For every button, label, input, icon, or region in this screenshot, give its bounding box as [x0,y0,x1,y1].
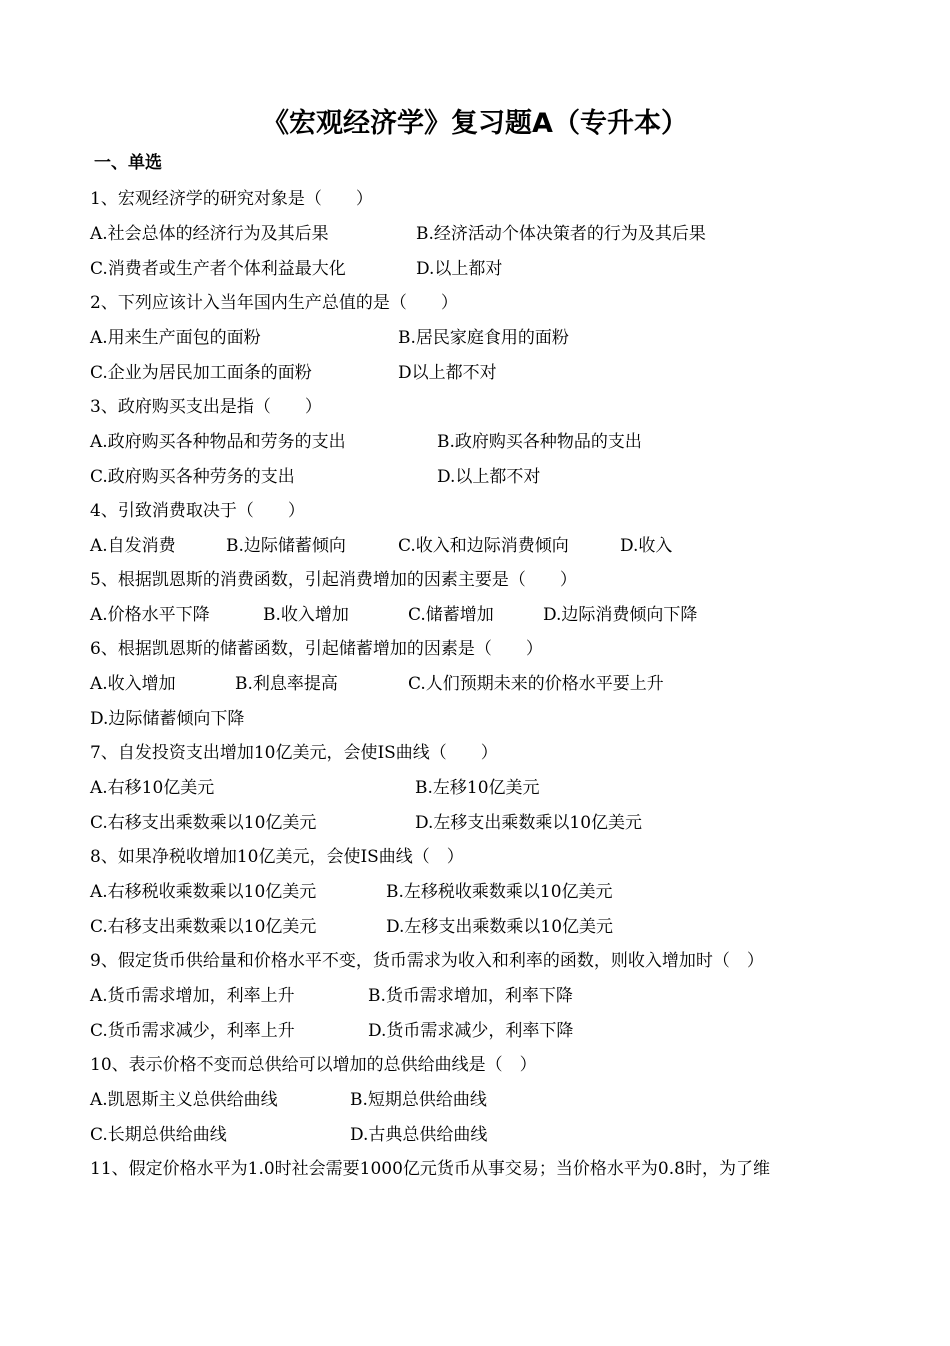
question-1-option-d: D.以上都对 [416,259,503,279]
question-8-stem: 8、如果净税收增加10亿美元，会使IS曲线（ ） [90,847,464,867]
question-3-option-b: B.政府购买各种物品的支出 [437,432,642,452]
question-3-option-d: D.以上都不对 [437,467,541,487]
question-5-option-d: D.边际消费倾向下降 [543,605,698,625]
question-4-option-a: A.自发消费 [90,536,176,556]
question-1-option-c: C.消费者或生产者个体利益最大化 [90,259,346,279]
question-1-option-a: A.社会总体的经济行为及其后果 [90,224,329,244]
question-10-option-d: D.古典总供给曲线 [350,1125,488,1145]
question-6-option-c: C.人们预期未来的价格水平要上升 [408,674,664,694]
section-heading: 一、单选 [94,153,162,173]
question-9-option-a: A.货币需求增加，利率上升 [90,986,295,1006]
question-9-stem: 9、假定货币供给量和价格水平不变，货币需求为收入和利率的函数，则收入增加时（ ） [90,951,764,971]
question-3-option-c: C.政府购买各种劳务的支出 [90,467,295,487]
question-2-option-d: D以上都不对 [398,363,497,383]
question-10-option-c: C.长期总供给曲线 [90,1125,227,1145]
question-1-option-b: B.经济活动个体决策者的行为及其后果 [416,224,706,244]
question-3-stem: 3、政府购买支出是指（ ） [90,397,322,417]
question-4-stem: 4、引致消费取决于（ ） [90,501,305,521]
question-4-option-b: B.边际储蓄倾向 [226,536,346,556]
question-7-stem: 7、自发投资支出增加10亿美元，会使IS曲线（ ） [90,743,498,763]
question-4-option-c: C.收入和边际消费倾向 [398,536,569,556]
question-2-stem: 2、下列应该计入当年国内生产总值的是（ ） [90,293,458,313]
question-9-option-c: C.货币需求减少，利率上升 [90,1021,295,1041]
question-5-stem: 5、根据凯恩斯的消费函数，引起消费增加的因素主要是（ ） [90,570,577,590]
question-10-option-a: A.凯恩斯主义总供给曲线 [90,1090,278,1110]
question-8-option-a: A.右移税收乘数乘以10亿美元 [90,882,317,902]
question-5-option-a: A.价格水平下降 [90,605,210,625]
question-7-option-d: D.左移支出乘数乘以10亿美元 [415,813,643,833]
document-title: 《宏观经济学》复习题A（专升本） [262,108,688,139]
question-5-option-b: B.收入增加 [263,605,349,625]
question-4-option-d: D.收入 [620,536,673,556]
question-8-option-d: D.左移支出乘数乘以10亿美元 [386,917,614,937]
question-7-option-b: B.左移10亿美元 [415,778,540,798]
question-3-option-a: A.政府购买各种物品和劳务的支出 [90,432,346,452]
question-9-option-d: D.货币需求减少，利率下降 [368,1021,574,1041]
question-2-option-b: B.居民家庭食用的面粉 [398,328,569,348]
question-8-option-b: B.左移税收乘数乘以10亿美元 [386,882,613,902]
question-6-option-d: D.边际储蓄倾向下降 [90,709,245,729]
question-7-option-c: C.右移支出乘数乘以10亿美元 [90,813,317,833]
question-5-option-c: C.储蓄增加 [408,605,494,625]
question-10-stem: 10、表示价格不变而总供给可以增加的总供给曲线是（ ） [90,1055,537,1075]
question-6-option-a: A.收入增加 [90,674,176,694]
question-7-option-a: A.右移10亿美元 [90,778,215,798]
question-9-option-b: B.货币需求增加，利率下降 [368,986,573,1006]
question-10-option-b: B.短期总供给曲线 [350,1090,487,1110]
question-1-stem: 1、宏观经济学的研究对象是（ ） [90,189,373,209]
question-2-option-c: C.企业为居民加工面条的面粉 [90,363,312,383]
question-11-stem: 11、假定价格水平为1.0时社会需要1000亿元货币从事交易；当价格水平为0.8时，为了维 [90,1159,770,1179]
question-6-stem: 6、根据凯恩斯的储蓄函数，引起储蓄增加的因素是（ ） [90,639,543,659]
question-8-option-c: C.右移支出乘数乘以10亿美元 [90,917,317,937]
question-2-option-a: A.用来生产面包的面粉 [90,328,261,348]
question-6-option-b: B.利息率提高 [235,674,338,694]
